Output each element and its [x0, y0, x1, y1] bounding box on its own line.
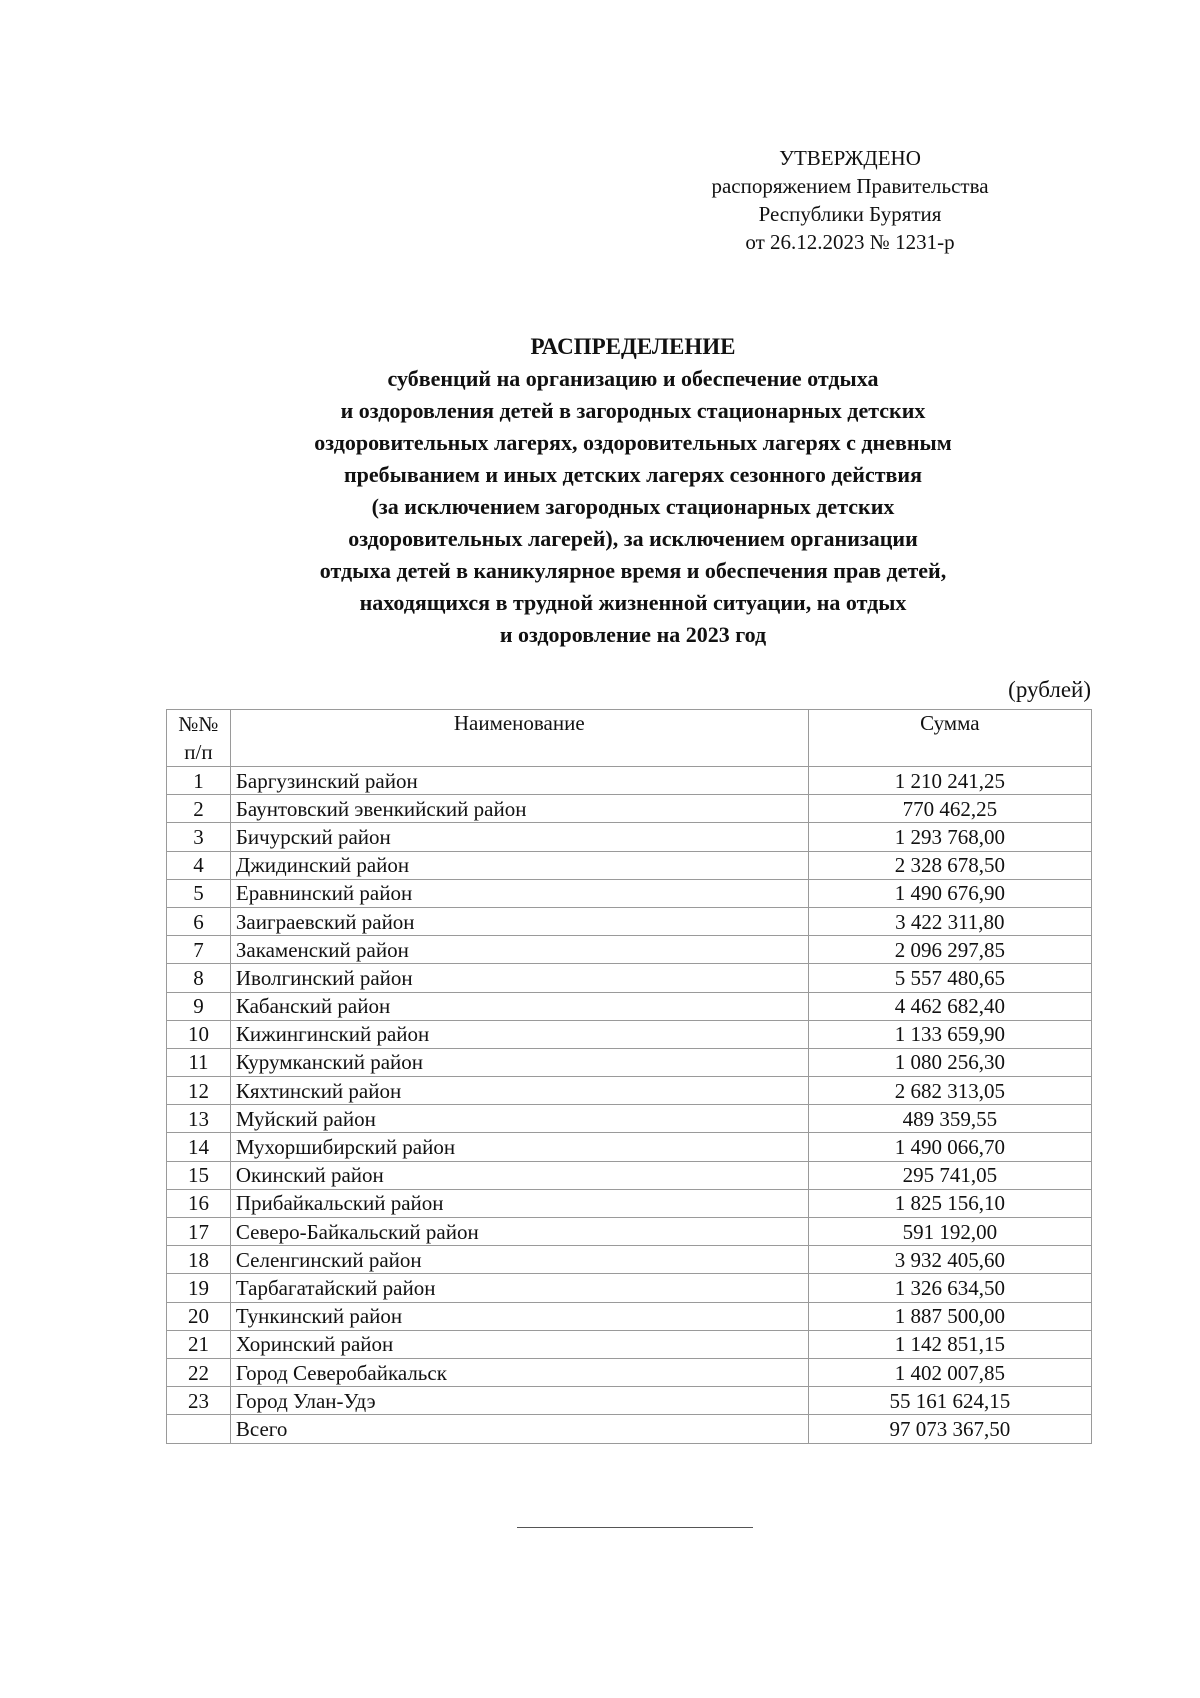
row-sum: 2 328 678,50 — [808, 851, 1091, 879]
row-sum: 1 133 659,90 — [808, 1020, 1091, 1048]
table-body — [167, 767, 1092, 1444]
row-number: 10 — [167, 1020, 231, 1048]
row-name: Кяхтинский район — [230, 1077, 808, 1105]
table-row — [167, 879, 1092, 907]
row-number: 1 — [167, 767, 231, 795]
table-row — [167, 1048, 1092, 1076]
row-name: Кижингинский район — [230, 1020, 808, 1048]
row-sum: 2 096 297,85 — [808, 936, 1091, 964]
row-number: 19 — [167, 1274, 231, 1302]
currency-unit-label: (рублей) — [1008, 677, 1091, 702]
header-number — [167, 710, 231, 767]
title-line: оздоровительных лагерях, оздоровительных лагерях с дневным — [314, 430, 952, 455]
title-line: и оздоровления детей в загородных стационарных детских — [340, 398, 926, 423]
document-title — [150, 330, 1116, 651]
table-header-row — [167, 710, 1092, 767]
row-sum: 1 490 676,90 — [808, 879, 1091, 907]
table-row — [167, 1302, 1092, 1330]
table-row — [167, 851, 1092, 879]
table-row — [167, 1358, 1092, 1386]
row-name: Прибайкальский район — [230, 1189, 808, 1217]
row-name: Баунтовский эвенкийский район — [230, 795, 808, 823]
row-name: Селенгинский район — [230, 1246, 808, 1274]
row-number: 20 — [167, 1302, 231, 1330]
title-line: и оздоровление на 2023 год — [499, 622, 767, 647]
row-sum: 5 557 480,65 — [808, 964, 1091, 992]
table-row — [167, 992, 1092, 1020]
row-name: Северо-Байкальский район — [230, 1218, 808, 1246]
table-row — [167, 1246, 1092, 1274]
row-number: 8 — [167, 964, 231, 992]
table-row — [167, 907, 1092, 935]
title-line: субвенций на организацию и обеспечение отдыха — [387, 366, 879, 391]
row-sum: 4 462 682,40 — [808, 992, 1091, 1020]
table-row — [167, 964, 1092, 992]
row-sum: 55 161 624,15 — [808, 1387, 1091, 1415]
row-name: Кабанский район — [230, 992, 808, 1020]
row-number: 12 — [167, 1077, 231, 1105]
table-row — [167, 767, 1092, 795]
table-row — [167, 1020, 1092, 1048]
row-number: 21 — [167, 1330, 231, 1358]
row-number: 17 — [167, 1218, 231, 1246]
table-row — [167, 1133, 1092, 1161]
row-sum: 1 293 768,00 — [808, 823, 1091, 851]
row-sum: 97 073 367,50 — [808, 1415, 1091, 1443]
table-row — [167, 1330, 1092, 1358]
title-line: отдыха детей в каникулярное время и обеспечения прав детей, — [319, 558, 947, 583]
table-row — [167, 936, 1092, 964]
approval-stamp — [690, 144, 1010, 256]
row-name: Город Северобайкальск — [230, 1358, 808, 1386]
header-sum: Сумма — [808, 710, 1091, 767]
table-row — [167, 1218, 1092, 1246]
row-sum: 3 422 311,80 — [808, 907, 1091, 935]
header-number-line2: п/п — [184, 740, 213, 764]
row-name: Город Улан-Удэ — [230, 1387, 808, 1415]
row-number: 7 — [167, 936, 231, 964]
row-number: 22 — [167, 1358, 231, 1386]
row-number: 3 — [167, 823, 231, 851]
row-name: Муйский район — [230, 1105, 808, 1133]
row-sum: 3 932 405,60 — [808, 1246, 1091, 1274]
row-sum: 1 825 156,10 — [808, 1189, 1091, 1217]
table-row — [167, 1189, 1092, 1217]
row-number: 9 — [167, 992, 231, 1020]
row-name: Еравнинский район — [230, 879, 808, 907]
table-row — [167, 1161, 1092, 1189]
row-number: 15 — [167, 1161, 231, 1189]
row-number: 16 — [167, 1189, 231, 1217]
row-number: 11 — [167, 1048, 231, 1076]
row-sum: 2 682 313,05 — [808, 1077, 1091, 1105]
row-sum: 1 402 007,85 — [808, 1358, 1091, 1386]
distribution-table — [166, 709, 1092, 1444]
row-sum: 489 359,55 — [808, 1105, 1091, 1133]
table-row — [167, 823, 1092, 851]
table-row — [167, 1387, 1092, 1415]
title-line: находящихся в трудной жизненной ситуации, на отдых — [359, 590, 907, 615]
row-name: Курумканский район — [230, 1048, 808, 1076]
row-sum: 1 210 241,25 — [808, 767, 1091, 795]
row-number: 13 — [167, 1105, 231, 1133]
row-sum: 591 192,00 — [808, 1218, 1091, 1246]
table-total-row — [167, 1415, 1092, 1443]
table-row — [167, 1105, 1092, 1133]
row-number: 2 — [167, 795, 231, 823]
row-sum: 295 741,05 — [808, 1161, 1091, 1189]
footer-divider — [517, 1527, 753, 1528]
row-sum: 1 080 256,30 — [808, 1048, 1091, 1076]
row-sum: 1 142 851,15 — [808, 1330, 1091, 1358]
approval-heading: УТВЕРЖДЕНО — [779, 146, 921, 170]
title-line: (за исключением загородных стационарных детских — [371, 494, 895, 519]
row-sum: 1 326 634,50 — [808, 1274, 1091, 1302]
row-sum: 1 490 066,70 — [808, 1133, 1091, 1161]
row-name: Тункинский район — [230, 1302, 808, 1330]
row-number — [167, 1415, 231, 1443]
row-name: Окинский район — [230, 1161, 808, 1189]
row-name: Всего — [230, 1415, 808, 1443]
row-name: Тарбагатайский район — [230, 1274, 808, 1302]
row-name: Мухоршибирский район — [230, 1133, 808, 1161]
title-line: оздоровительных лагерей), за исключением организации — [348, 526, 918, 551]
row-name: Бичурский район — [230, 823, 808, 851]
table-row — [167, 795, 1092, 823]
row-name: Хоринский район — [230, 1330, 808, 1358]
row-number: 23 — [167, 1387, 231, 1415]
approval-date-number: от 26.12.2023 № 1231-р — [745, 230, 955, 254]
row-name: Иволгинский район — [230, 964, 808, 992]
row-name: Закаменский район — [230, 936, 808, 964]
row-number: 5 — [167, 879, 231, 907]
row-name: Заиграевский район — [230, 907, 808, 935]
row-name: Баргузинский район — [230, 767, 808, 795]
row-name: Джидинский район — [230, 851, 808, 879]
title-line: пребыванием и иных детских лагерях сезонного действия — [344, 462, 922, 487]
row-number: 6 — [167, 907, 231, 935]
header-name: Наименование — [230, 710, 808, 767]
row-sum: 770 462,25 — [808, 795, 1091, 823]
table-row — [167, 1077, 1092, 1105]
row-number: 14 — [167, 1133, 231, 1161]
row-number: 18 — [167, 1246, 231, 1274]
row-number: 4 — [167, 851, 231, 879]
row-sum: 1 887 500,00 — [808, 1302, 1091, 1330]
approval-order-line: распоряжением Правительства — [711, 174, 989, 198]
title-heading: РАСПРЕДЕЛЕНИЕ — [530, 334, 736, 359]
approval-authority-line: Республики Бурятия — [758, 202, 942, 226]
header-number-line1: №№ — [178, 712, 219, 736]
table-row — [167, 1274, 1092, 1302]
